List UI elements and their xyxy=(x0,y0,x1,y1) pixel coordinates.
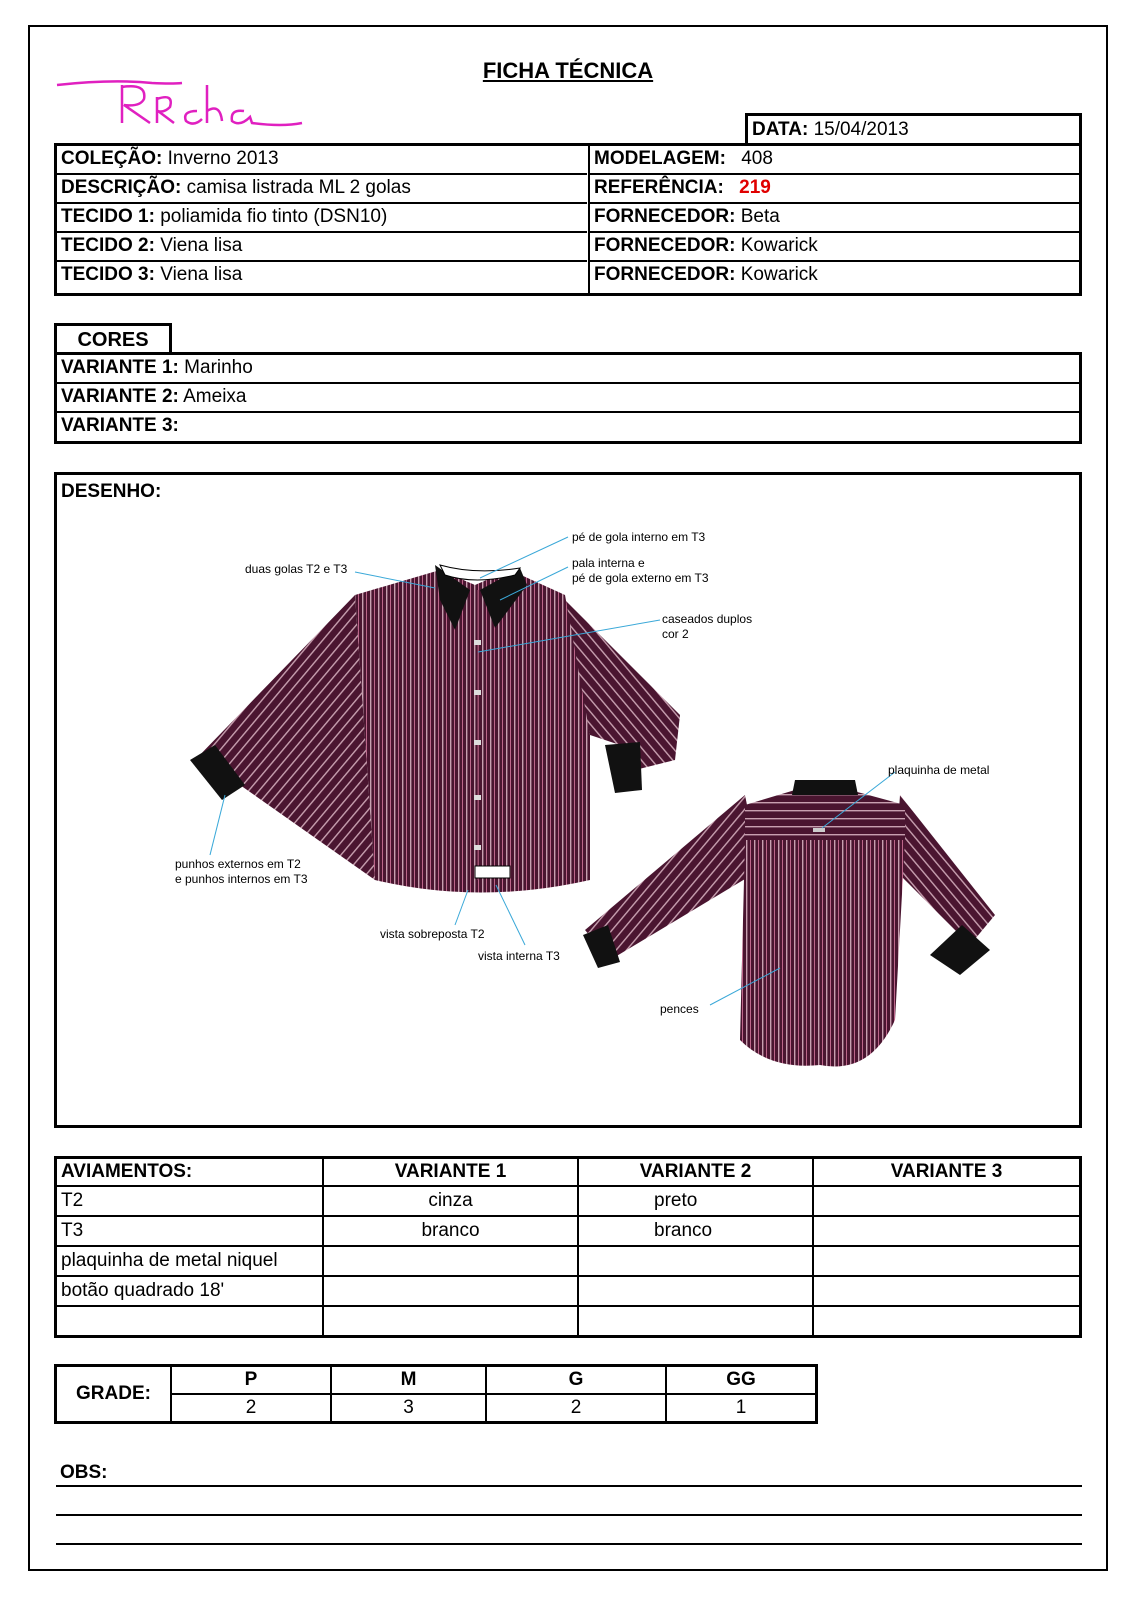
table-row: T2 cinza preto xyxy=(56,1186,1081,1216)
annotation-label: pences xyxy=(660,1002,699,1016)
grade-label: GRADE: xyxy=(56,1366,172,1423)
annotation-label: pala interna e xyxy=(572,556,645,570)
obs-label: OBS: xyxy=(60,1462,108,1483)
info-right-row: MODELAGEM: 408 xyxy=(590,146,1079,175)
annotation-label: cor 2 xyxy=(662,627,689,641)
grade-qty-row: 2 3 2 1 xyxy=(56,1394,817,1423)
table-row xyxy=(56,1306,1081,1337)
annotation-label: punhos externos em T2 xyxy=(175,857,301,871)
table-row: plaquinha de metal niquel xyxy=(56,1246,1081,1276)
info-right-row: REFERÊNCIA: 219 xyxy=(590,175,1079,204)
aviamentos-header-row: AVIAMENTOS: VARIANTE 1 VARIANTE 2 VARIANTE 3 xyxy=(56,1158,1081,1187)
annotation-label: e punhos internos em T3 xyxy=(175,872,308,886)
obs-line xyxy=(56,1543,1082,1545)
info-left-row: TECIDO 2: Viena lisa xyxy=(57,233,587,262)
table-row: T3 branco branco xyxy=(56,1216,1081,1246)
info-left-row: TECIDO 3: Viena lisa xyxy=(61,264,243,285)
annotation-label: pé de gola interno em T3 xyxy=(572,530,706,544)
page-title: FICHA TÉCNICA xyxy=(482,58,654,83)
annotation-label: vista sobreposta T2 xyxy=(380,927,485,941)
front-shirt xyxy=(190,565,680,893)
variant-row: VARIANTE 3: xyxy=(61,415,179,436)
info-left-row: TECIDO 1: poliamida fio tinto (DSN10) xyxy=(57,204,587,233)
table-row: botão quadrado 18' xyxy=(56,1276,1081,1306)
grade-table xyxy=(54,1364,818,1424)
back-shirt xyxy=(583,780,995,1067)
obs-line xyxy=(56,1485,1082,1487)
info-left-row: COLEÇÃO: Inverno 2013 xyxy=(57,146,587,175)
date-value: 15/04/2013 xyxy=(813,119,909,140)
variant-row: VARIANTE 1: Marinho xyxy=(57,355,1079,384)
obs-line xyxy=(56,1514,1082,1516)
annotation-label: duas golas T2 e T3 xyxy=(245,562,348,576)
aviamentos-table xyxy=(54,1156,1082,1338)
desenho-title: DESENHO: xyxy=(61,481,162,502)
cores-tab: CORES xyxy=(54,323,172,355)
variant-row: VARIANTE 2: Ameixa xyxy=(57,384,1079,413)
grade-size-row: GRADE: P M G GG xyxy=(56,1366,817,1395)
reference-value: 219 xyxy=(739,177,771,198)
info-right-row: FORNECEDOR: Kowarick xyxy=(594,264,818,285)
info-right-row: FORNECEDOR: Kowarick xyxy=(590,233,1079,262)
annotation-label: vista interna T3 xyxy=(478,949,560,963)
annotation-label: caseados duplos xyxy=(662,612,753,626)
info-right-row: FORNECEDOR: Beta xyxy=(590,204,1079,233)
annotation-label: pé de gola externo em T3 xyxy=(572,571,709,585)
annotation-label: plaquinha de metal xyxy=(888,763,990,777)
info-left-row: DESCRIÇÃO: camisa listrada ML 2 golas xyxy=(57,175,587,204)
date-label: DATA: xyxy=(752,119,809,140)
